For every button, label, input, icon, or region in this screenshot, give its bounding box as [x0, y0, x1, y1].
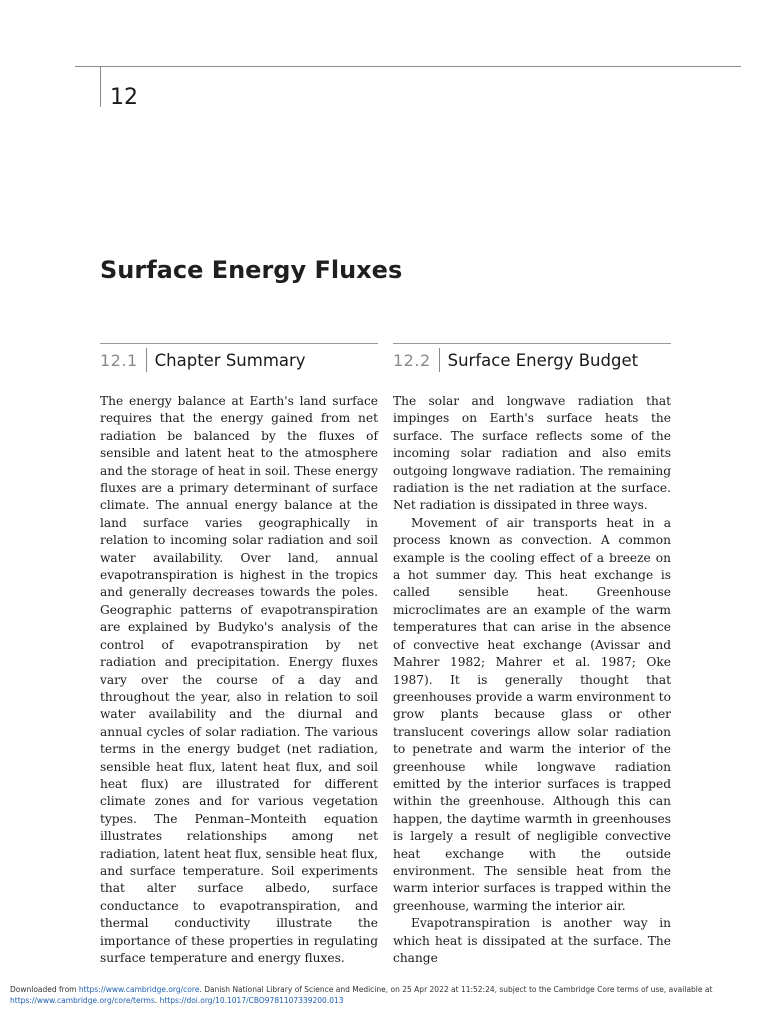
- section-chapter-summary: [100, 343, 378, 967]
- section-body: [100, 393, 378, 967]
- section-heading-divider: [146, 348, 147, 372]
- section-heading-divider: [439, 348, 440, 372]
- footer-core-link[interactable]: https://www.cambridge.org/core: [78, 985, 200, 994]
- paragraph: The energy balance at Earth's land surface requires that the energy gained from net radiation be balanced by the fluxes of sensible and latent heat to the atmosphere and the storage of heat in soil. These energy fluxes are a primary determinant of surface climate. The annual energy balance at the land surface varies geographically in relation to incoming solar radiation and soil water availability. Over land, annual evapotranspiration is highest in the tropics and generally decreases towards the poles. Geographic patterns of evapotranspiration are explained by Budyko's analysis of the control of evapotranspiration by net radiation and precipitation. Energy fluxes vary over the course of a day and throughout the year, also in relation to soil water availability and the diurnal and annual cycles of solar radiation. The various terms in the energy budget (net radiation, sensible heat flux, latent heat flux, and soil heat flux) are illustrated for different climate zones and for various vegetation types. The Penman–Monteith equation illustrates relationships among net radiation, latent heat flux, sensible heat flux, and surface temperature. Soil experiments that alter surface albedo, surface conductance to evapotranspiration, and thermal conductivity illustrate the importance of these properties in regulating surface temperature and energy fluxes.: [100, 394, 378, 965]
- chapter-number-rule: [100, 66, 101, 107]
- section-number: 12.1: [100, 351, 138, 370]
- section-title: Surface Energy Budget: [447, 351, 639, 370]
- footer-separator: .: [154, 996, 160, 1005]
- section-body: [393, 393, 671, 967]
- chapter-number: 12: [110, 85, 138, 110]
- chapter-title: Surface Energy Fluxes: [100, 256, 403, 284]
- footer-prefix: Downloaded from: [10, 985, 79, 994]
- paragraph: The solar and longwave radiation that impinges on Earth's surface heats the surface. The surface reflects some of the incoming solar radiation and also emits outgoing longwave radiation. The remaining radiation is the net radiation at the surface. Net radiation is dissipated in three ways.: [393, 394, 671, 513]
- footer-terms-link[interactable]: https://www.cambridge.org/core/terms: [10, 996, 155, 1005]
- section-heading: [393, 343, 671, 385]
- section-number: 12.2: [393, 351, 431, 370]
- paragraph: Evapotranspiration is another way in which heat is dissipated at the surface. The change: [393, 916, 671, 965]
- section-heading: [100, 343, 378, 385]
- paragraph: Movement of air transports heat in a process known as convection. A common example is the cooling effect of a breeze on a hot summer day. This heat exchange is called sensible heat. Greenhouse microclimates are an example of the warm temperatures that can arise in the absence of convective heat exchange (Avissar and Mahrer 1982; Mahrer et al. 1987; Oke 1987). It is generally thought that greenhouses provide a warm environment to grow plants because glass or other translucent coverings allow solar radiation to penetrate and warm the interior of the greenhouse while longwave radiation emitted by the interior surfaces is trapped within the greenhouse. Although this can happen, the daytime warmth in greenhouses is largely a result of negligible convective heat exchange with the outside environment. The sensible heat from the warm interior surfaces is trapped within the greenhouse, warming the interior air.: [393, 515, 671, 913]
- footer-doi-link[interactable]: https://doi.org/10.1017/CBO9781107339200.013: [159, 996, 344, 1005]
- download-footer: [10, 984, 760, 1006]
- footer-middle: . Danish National Library of Science and Medicine, on 25 Apr 2022 at 11:52:24, subject to the Cambridge Core terms of use, available at: [199, 985, 713, 994]
- section-surface-energy-budget: [393, 343, 671, 967]
- section-title: Chapter Summary: [154, 351, 306, 370]
- top-rule: [75, 66, 741, 67]
